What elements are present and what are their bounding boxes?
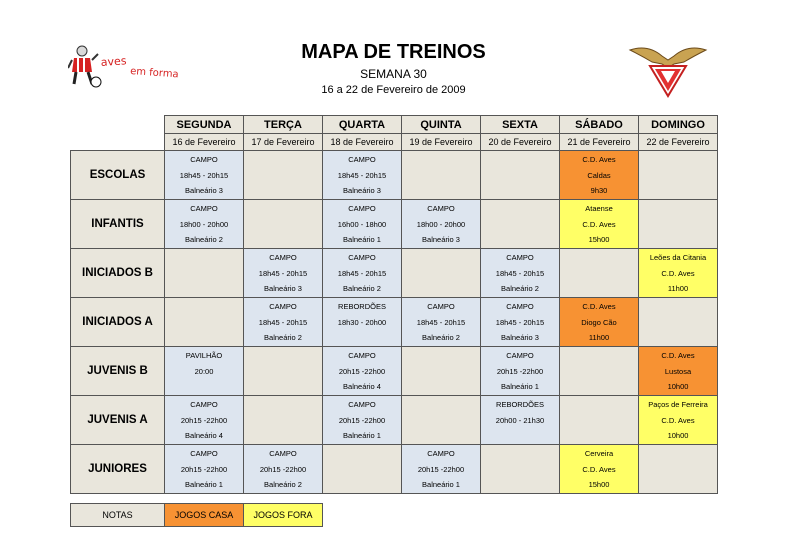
cell-line: Ataense [585,204,613,213]
schedule-cell [559,395,639,445]
cell-line: C.D. Aves [661,268,695,278]
team-label: ESCOLAS [70,150,165,200]
cell-line: Balneário 2 [422,333,460,342]
cell-line: CAMPO [348,204,376,213]
day-date: 20 de Fevereiro [480,133,560,151]
cell-line: C.D. Aves [582,464,616,474]
cell-line: 18h30 - 20h00 [337,317,387,327]
day-header: TERÇA [243,115,323,134]
cell-line: 9h30 [590,186,608,195]
cell-line: PAVILHÃO [185,351,223,360]
team-label: INICIADOS A [70,297,165,347]
team-label: JUNIORES [70,444,165,494]
cell-line: CAMPO [506,351,534,360]
schedule-cell [322,199,402,249]
logo-text-aves: aves [100,54,127,69]
cell-line: C.D. Aves [582,219,616,229]
cell-line: Diogo Cão [581,317,617,327]
cell-line: Balneário 1 [343,431,381,440]
cell-line: 18h00 - 20h00 [416,219,466,229]
cell-line: CAMPO [427,449,455,458]
schedule-cell [638,297,718,347]
cell-line: 11h00 [588,333,610,342]
cell-line: CAMPO [190,400,218,409]
cell-line: Balneário 3 [343,186,381,195]
schedule-cell [559,150,639,200]
schedule-cell [401,444,481,494]
schedule-cell [559,444,639,494]
schedule-cell [164,150,244,200]
legend-away-games: JOGOS FORA [243,503,323,527]
cell-line: 18h45 - 20h15 [179,170,229,180]
schedule-cell [243,395,323,445]
cell-line: 20h15 -22h00 [259,464,307,474]
cell-line: 18h45 - 20h15 [258,317,308,327]
schedule-cell [322,248,402,298]
cell-line: Balneário 1 [422,480,460,489]
schedule-cell [322,346,402,396]
cell-line: Balneário 4 [185,431,223,440]
cell-line: 15h00 [588,235,610,244]
schedule-cell [401,297,481,347]
schedule-cell [164,346,244,396]
schedule-cell [480,395,560,445]
day-header: DOMINGO [638,115,718,134]
schedule-cell [164,444,244,494]
cell-line: Balneário 3 [185,186,223,195]
cell-line: 18h00 - 20h00 [179,219,229,229]
team-label: INFANTIS [70,199,165,249]
cell-line: 16h00 - 18h00 [337,219,387,229]
cell-line: 15h00 [588,480,610,489]
schedule-cell [401,395,481,445]
cell-line: REBORDÕES [338,302,386,311]
schedule-cell [322,150,402,200]
schedule-cell [480,248,560,298]
day-date: 19 de Fevereiro [401,133,481,151]
schedule-cell [164,199,244,249]
schedule-cell [638,395,718,445]
cell-line: CAMPO [348,253,376,262]
cell-line: Balneário 2 [185,235,223,244]
day-header: QUARTA [322,115,402,134]
team-label: JUVENIS B [70,346,165,396]
team-label: INICIADOS B [70,248,165,298]
day-header: QUINTA [401,115,481,134]
schedule-cell [243,248,323,298]
cell-line: CAMPO [506,253,534,262]
schedule-cell [243,199,323,249]
day-header: SÁBADO [559,115,639,134]
cell-line: Balneário 1 [501,382,539,391]
cell-line: Cerveira [584,449,614,458]
cell-line: C.D. Aves [582,155,616,164]
schedule-cell [243,150,323,200]
cell-line: Balneário 1 [185,480,223,489]
cell-line: 18h45 - 20h15 [337,170,387,180]
legend-home-games: JOGOS CASA [164,503,244,527]
cell-line: CAMPO [427,204,455,213]
day-date: 18 de Fevereiro [322,133,402,151]
cell-line: Balneário 3 [501,333,539,342]
cell-line: Balneário 2 [343,284,381,293]
cell-line: CAMPO [506,302,534,311]
schedule-cell [480,297,560,347]
cell-line: Balneário 3 [422,235,460,244]
cell-line: C.D. Aves [582,302,616,311]
date-range: 16 a 22 de Fevereiro de 2009 [321,84,466,96]
schedule-cell [243,297,323,347]
cell-line: 18h45 - 20h15 [495,268,545,278]
cell-line: CAMPO [427,302,455,311]
cell-line: CAMPO [348,155,376,164]
cell-line: Leões da Citania [649,253,707,262]
cell-line: C.D. Aves [661,351,695,360]
day-header: SEXTA [480,115,560,134]
schedule-cell [559,346,639,396]
legend-notes: NOTAS [70,503,165,527]
cell-line: 18h45 - 20h15 [258,268,308,278]
cell-line: CAMPO [190,449,218,458]
day-header: SEGUNDA [164,115,244,134]
cell-line: 20h15 -22h00 [180,415,228,425]
schedule-cell [243,444,323,494]
cell-line: Balneário 3 [264,284,302,293]
schedule-cell [401,346,481,396]
cell-line: Paços de Ferreira [648,400,708,409]
schedule-cell [480,199,560,249]
cell-line: 20h15 -22h00 [338,415,386,425]
cell-line: 20h15 -22h00 [496,366,544,376]
day-date: 17 de Fevereiro [243,133,323,151]
cell-line: 18h45 - 20h15 [495,317,545,327]
schedule-cell [322,395,402,445]
schedule-cell [322,444,402,494]
schedule-cell [559,199,639,249]
cell-line: 10h00 [667,431,689,440]
cell-line: CAMPO [269,449,297,458]
cell-line: C.D. Aves [661,415,695,425]
schedule-cell [401,199,481,249]
cell-line: CAMPO [269,253,297,262]
schedule-cell [638,444,718,494]
day-date: 16 de Fevereiro [164,133,244,151]
cell-line: Balneário 4 [343,382,381,391]
cell-line: 20h15 -22h00 [417,464,465,474]
cell-line: Caldas [587,170,611,180]
cell-line: CAMPO [348,351,376,360]
cell-line: 20h15 -22h00 [338,366,386,376]
schedule-cell [164,395,244,445]
cell-line: Balneário 2 [264,333,302,342]
schedule-cell [243,346,323,396]
schedule-cell [638,248,718,298]
cell-line: CAMPO [348,400,376,409]
schedule-cell [638,346,718,396]
schedule-cell [322,297,402,347]
cell-line: REBORDÕES [496,400,544,409]
cell-line: 18h45 - 20h15 [416,317,466,327]
logo-text-em-forma: em forma [129,66,179,81]
schedule-cell [164,248,244,298]
cell-line: Lustosa [664,366,692,376]
cell-line: 20:00 [194,366,214,376]
cell-line: 20h15 -22h00 [180,464,228,474]
schedule-cell [401,248,481,298]
day-date: 21 de Fevereiro [559,133,639,151]
schedule-cell [164,297,244,347]
cell-line: Balneário 2 [264,480,302,489]
schedule-cell [559,297,639,347]
cell-line: 18h45 - 20h15 [337,268,387,278]
cell-line: 11h00 [667,284,689,293]
schedule-cell [480,150,560,200]
schedule-cell [638,150,718,200]
cell-line: 20h00 - 21h30 [495,415,545,425]
cell-line: CAMPO [190,155,218,164]
cell-line: Balneário 2 [501,284,539,293]
cell-line: CAMPO [269,302,297,311]
page-title: MAPA DE TREINOS [301,41,486,63]
schedule-cell [401,150,481,200]
schedule-cell [559,248,639,298]
cell-line: Balneário 1 [343,235,381,244]
team-label: JUVENIS A [70,395,165,445]
cell-line: 10h00 [667,382,689,391]
schedule-cell [480,346,560,396]
schedule-cell [638,199,718,249]
week-label: SEMANA 30 [360,67,427,81]
schedule-cell [480,444,560,494]
day-date: 22 de Fevereiro [638,133,718,151]
cell-line: CAMPO [190,204,218,213]
